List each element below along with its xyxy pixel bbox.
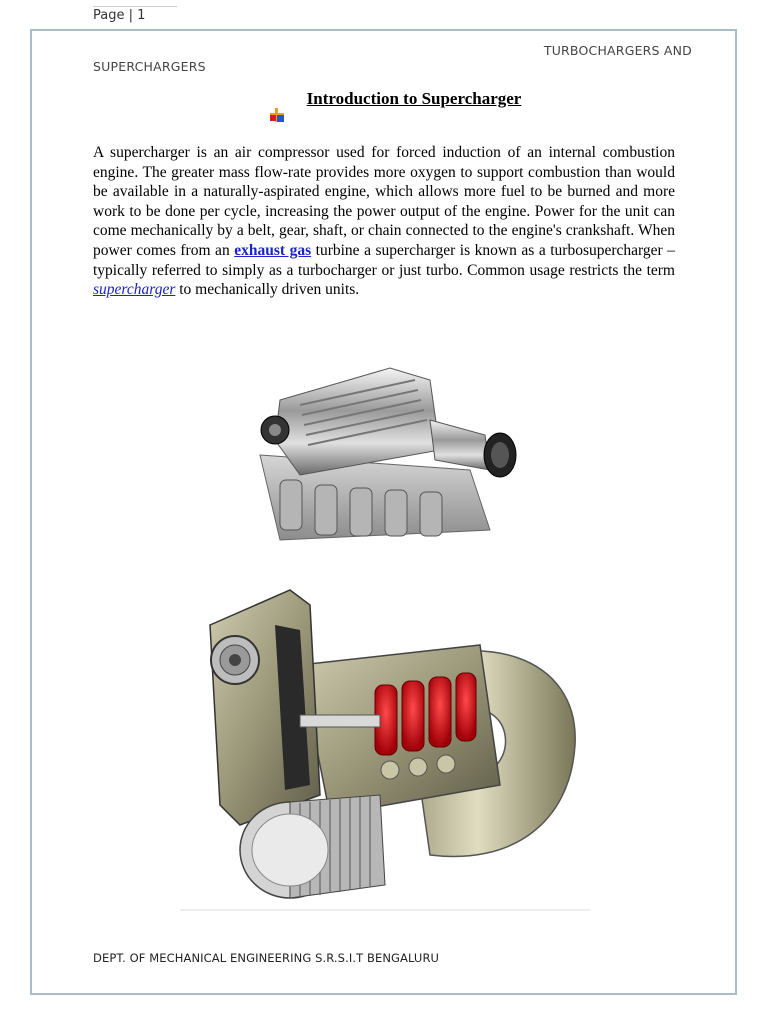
paragraph-anchor-icon (270, 108, 284, 122)
supercharger-manifold-image (240, 360, 530, 550)
supercharger-cutaway-image (180, 585, 590, 915)
running-title-line1: TURBOCHARGERS AND (543, 43, 692, 58)
running-title-line2: SUPERCHARGERS (93, 59, 206, 74)
page-number-rule (93, 6, 177, 7)
exhaust-gas-link[interactable]: exhaust gas (234, 241, 312, 259)
body-paragraph: A supercharger is an air compressor used for forced induction of an internal combustion engine. The greater mass flow-rate provides more oxygen to support combustion than would be available in a naturally-aspirated engine, which allows more fuel to be burned and more work to be done per cycle, increasing the power output of the engine. Power for the unit can come mechanically by a belt, gear, shaft, or chain connected to the engine's crankshaft. When power comes from an exhaust gas turbine a supercharger is known as a turbosupercharger – typically referred to simply as a turbocharger or just turbo. Common usage restricts the term supercharger to mechanically driven units. (93, 144, 676, 299)
footer-department: DEPT. OF MECHANICAL ENGINEERING S.R.S.I.T BENGALURU (93, 951, 440, 965)
page-number: Page | 1 (93, 8, 146, 23)
page-title: Introduction to Supercharger (306, 89, 522, 108)
supercharger-link[interactable]: supercharger (93, 281, 176, 299)
